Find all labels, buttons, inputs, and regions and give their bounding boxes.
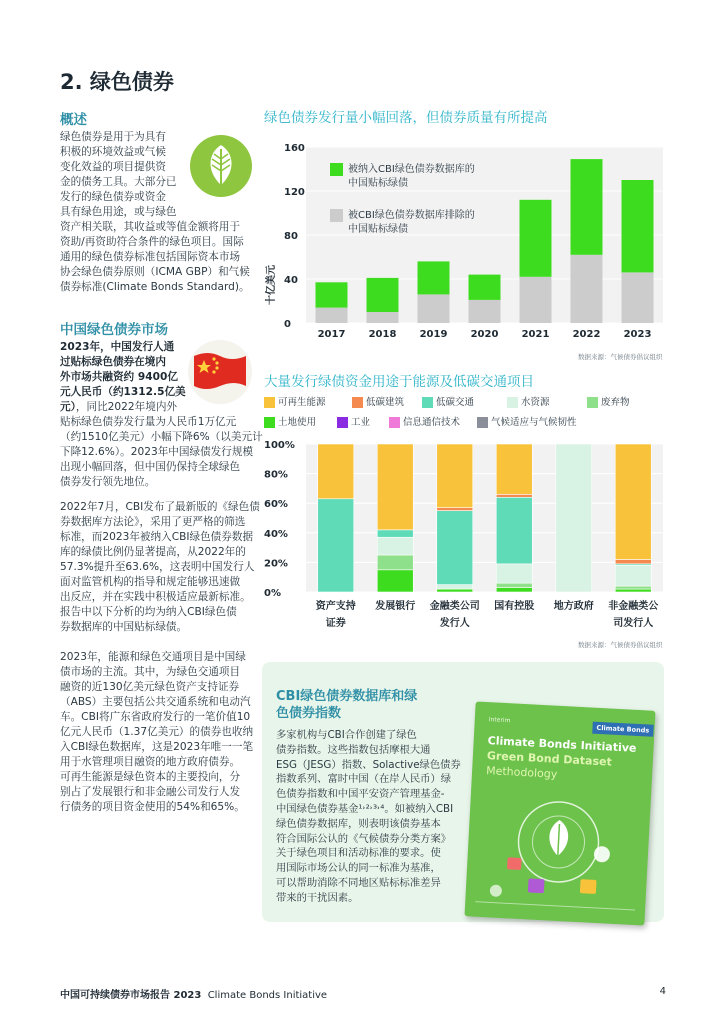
- chart2-bar-segment: [377, 530, 413, 537]
- cover-illustration: [475, 782, 642, 920]
- chart2-legend-swatch: [337, 417, 348, 428]
- chart2-ytick: 100%: [264, 440, 295, 451]
- chart2-legend-label: 低碳交通: [433, 397, 475, 408]
- chart1-bar-excluded: [367, 312, 399, 323]
- chart2-legend-item: [507, 394, 550, 408]
- chart2-bar-segment: [496, 444, 532, 494]
- chart2-bar-segment: [496, 497, 532, 564]
- chart1-bar-included: [571, 159, 603, 255]
- chart1-bar-excluded: [418, 294, 450, 323]
- chart2-legend-item: [422, 394, 474, 408]
- leaf-icon: [190, 135, 252, 197]
- chart2-legend-item: [264, 394, 326, 408]
- chart2-xtick: 金融类公司: [429, 601, 480, 612]
- chart2-bar-segment: [437, 508, 473, 511]
- china-market-para2: 2022年7月，CBI发布了最新版的《绿色债 券数据库方法论》，采用了更严格的筛选 标准，而2023年被纳入CBI绿色债券数据 库的绿债比例仍显著提高，从2022年的 57.3%提升至63.6%，这表明中国发行人 面对监管机构的指导和规定能够迅速做 出反应，并在实践中积极适应最新标准。 报告中以下分析的均为纳入CBI绿色债 券数据库的中国贴标绿债。: [60, 501, 260, 633]
- chart2-xtick: 非金融类公: [608, 601, 659, 612]
- chart2-bar-segment: [615, 565, 651, 586]
- chart2-bar-segment: [377, 444, 413, 530]
- china-market-heading: 中国绿色债券市场: [60, 322, 168, 338]
- chart2-bar-segment: [437, 589, 473, 592]
- chart1-source: 数据来源：气候债券倡议组织: [578, 353, 663, 361]
- chart2-legend-label: 信息通信技术: [400, 417, 461, 428]
- chart2-legend-swatch: [477, 417, 488, 428]
- chart2-bar-segment: [615, 589, 651, 592]
- chart2-bar-segment: [437, 585, 473, 589]
- chart2-legend-item: [264, 414, 316, 428]
- chart2-legend-swatch: [264, 417, 275, 428]
- chart2-xtick: 司发行人: [613, 618, 654, 629]
- china-market-para3: 2023年，能源和绿色交通项目是中国绿 债市场的主流。其中，为绿色交通项目 融资的近130亿美元绿色资产支持证券 （ABS）主要包括公共交通系统和电动汽 车。CBI将广东省政府发行的一笔价值10 亿元人民币（1.37亿美元）的债券也收纳 入CBI绿色数据库，这是2023年唯一一笔 用于水管理项目融资的地方政府债券。 可再生能源是绿色资本的主要投向，分 别占了发展银行和非金融公司发行人发 行债务的项目资金使用的54%和65%。: [60, 651, 254, 813]
- chart1-legend-swatch: [330, 163, 343, 176]
- chart1-xtick: 2021: [521, 329, 550, 340]
- chart2-ytick: 60%: [264, 499, 288, 511]
- chart2-legend-swatch: [389, 417, 400, 428]
- chart1-xtick: 2019: [419, 329, 448, 340]
- chart2-xtick: 发展银行: [375, 601, 416, 612]
- chart1-legend-swatch: [330, 209, 343, 222]
- chart2-plot-bg: [306, 444, 663, 592]
- chart2-legend-swatch: [422, 397, 433, 408]
- chart2-bar-segment: [318, 499, 354, 592]
- chart2-bar-segment: [496, 588, 532, 592]
- footer: 中国可持续债券市场报告 2023 Climate Bonds Initiative: [60, 990, 328, 1001]
- chart2-legend-label: 废弃物: [598, 397, 630, 408]
- chart1-ytick: 160: [284, 143, 305, 154]
- chart2-legend: [264, 394, 664, 434]
- chart2-bar-segment: [615, 586, 651, 589]
- chart2-ytick: 20%: [264, 558, 288, 570]
- overview-narrow-text: 绿色债券是用于为具有 积极的环境效益或气候 变化效益的项目提供资 金的债务工具。大部分已 发行的绿色债券或资金 具有绿色用途，或与绿色: [60, 131, 177, 218]
- chart1-bar-included: [622, 180, 654, 272]
- chart2-bar-segment: [377, 555, 413, 570]
- cover-title-3: Methodology: [485, 764, 558, 781]
- chart1-bar-included: [367, 278, 399, 312]
- chart1-bar-included: [316, 282, 348, 307]
- index-box-heading: CBI绿色债券数据库和绿 色债券指数: [276, 689, 418, 721]
- chart1-bar-excluded: [571, 255, 603, 323]
- chart1-ytick: 40: [284, 275, 298, 286]
- chart1-bar-excluded: [469, 300, 501, 323]
- cover-tag: Climate Bonds: [592, 722, 653, 737]
- chart2-bar-segment: [377, 537, 413, 555]
- chart2-legend-label: 低碳建筑: [363, 397, 405, 408]
- chart2-bar-segment: [496, 564, 532, 583]
- chart2-title: 大量发行绿债资金用途于能源及低碳交通项目: [264, 374, 534, 390]
- chart1-bar-excluded: [622, 272, 654, 323]
- chart2-legend-swatch: [352, 397, 363, 408]
- chart1-ytick: 80: [284, 231, 298, 242]
- chart2-bar-segment: [318, 444, 354, 499]
- chart2-legend-label: 气候适应与气候韧性: [488, 417, 577, 428]
- chart2-legend-item: [337, 414, 370, 428]
- cover-title-2: Green Bond Dataset: [486, 749, 613, 769]
- chart1-ytick: 120: [284, 187, 305, 198]
- chart2-ytick: 40%: [264, 528, 288, 540]
- overview-heading: 概述: [60, 112, 87, 128]
- chart1-bar-included: [469, 275, 501, 300]
- page-number: 4: [659, 986, 666, 997]
- chart2-bar-segment: [556, 444, 592, 592]
- chart1-xtick: 2017: [317, 329, 346, 340]
- chart2-bar-segment: [496, 494, 532, 497]
- chart1-bar-excluded: [520, 277, 552, 323]
- chart2-bar-segment: [377, 570, 413, 592]
- chart2-legend-swatch: [587, 397, 598, 408]
- chart1-xtick: 2023: [623, 329, 652, 340]
- chart2-xtick: 地方政府: [553, 601, 594, 612]
- chart2-xtick: 资产支持: [315, 601, 356, 612]
- chart1-legend-label: 中国贴标绿债: [348, 224, 408, 235]
- chart1-bar-excluded: [316, 308, 348, 323]
- page-title: 2. 绿色债券: [60, 70, 174, 94]
- chart2-legend-item: [477, 414, 577, 428]
- chart2-source: 数据来源：气候债券倡议组织: [578, 641, 663, 649]
- chart2-legend-label: 土地使用: [275, 417, 317, 428]
- chart2-bar-segment: [615, 444, 651, 559]
- chart2-legend-label: 工业: [348, 417, 371, 428]
- chart1-xtick: 2018: [368, 329, 397, 340]
- chart2-legend-item: [389, 414, 460, 428]
- report-cover: [464, 701, 655, 925]
- chart1-legend-label: 中国贴标绿债: [348, 178, 408, 189]
- chart2-bar-segment: [496, 583, 532, 587]
- chart1-legend-label: 被CBI绿色债券数据库排除的: [348, 210, 475, 221]
- chart2-xtick: 国有控股: [494, 601, 535, 612]
- chart2-legend-label: 可再生能源: [275, 397, 326, 408]
- chart2-legend-swatch: [507, 397, 518, 408]
- chart2-ytick: 0%: [264, 588, 281, 599]
- chart2-bar-segment: [437, 444, 473, 508]
- chart2-legend-label: 水资源: [518, 397, 550, 408]
- chart1-xtick: 2020: [470, 329, 499, 340]
- chart1-bar-included: [418, 261, 450, 294]
- chart2-xtick: 证券: [325, 618, 346, 629]
- chart1-svg: [258, 135, 668, 350]
- chart1-title: 绿色债券发行量小幅回落，但债券质量有所提高: [264, 110, 548, 126]
- china-market-para1: 贴标绿色债券发行量为人民币1万亿元 （约1510亿美元）小幅下降6%（以美元计 下降12.6%）。2023年中国绿债发行规模 出现小幅回落，但中国仍保持全球绿色 债券发行领先地位。: [60, 416, 263, 488]
- overview-wide-text: 资产相关联，其收益或等值金额将用于 资助/再资助符合条件的绿色项目。国际 通用的绿色债券标准包括国际资本市场 协会绿色债券原则（ICMA GBP）和气候 债券标准(Climate Bonds Standard)。: [60, 221, 250, 293]
- chart2-legend-swatch: [264, 397, 275, 408]
- cover-kicker: Interim: [488, 716, 511, 725]
- chart2-svg: [258, 434, 668, 636]
- chart1-xtick: 2022: [572, 329, 601, 340]
- chart2-bar-segment: [615, 559, 651, 563]
- chart2-legend-item: [352, 394, 404, 408]
- chart2-bar-segment: [437, 511, 473, 585]
- chart1-ylabel: 十亿美元: [266, 265, 277, 305]
- china-flag-icon: [188, 340, 252, 404]
- chart2-xtick: 发行人: [439, 618, 470, 629]
- chart2-ytick: 80%: [264, 469, 288, 481]
- index-box-text: 多家机构与CBI合作创建了绿色 债券指数。这些指数包括摩根大通 ESG（JESG）指数、Solactive绿色债券 指数系列、富时中国（在岸人民币）绿 色债券指数和中国平安资产管理基金- 中国绿色债券基金¹˒²˒³˒⁴。如被纳入CBI 绿色债券数据库，则表明该债券基本 符合国际公认的《气候债券分类方案》 关于绿色项目和活动标准的要求。使 用国际市场公认的同一标准为基准， 可以帮助消除不同地区贴标标准差异 带来的干扰因素。: [276, 729, 461, 904]
- china-market-intro: 2023年，中国发行人通 过贴标绿色债券在境内 外市场共融资约 9400亿 元人民币（约1312.5亿美 元），同比2022年境内外: [60, 341, 186, 413]
- chart1-bar-included: [520, 200, 552, 277]
- cover-title-1: Climate Bonds Initiative: [487, 734, 637, 755]
- chart1-legend-label: 被纳入CBI绿色债券数据库的: [348, 164, 475, 175]
- chart1-ytick: 0: [284, 319, 291, 330]
- chart2-legend-item: [587, 394, 630, 408]
